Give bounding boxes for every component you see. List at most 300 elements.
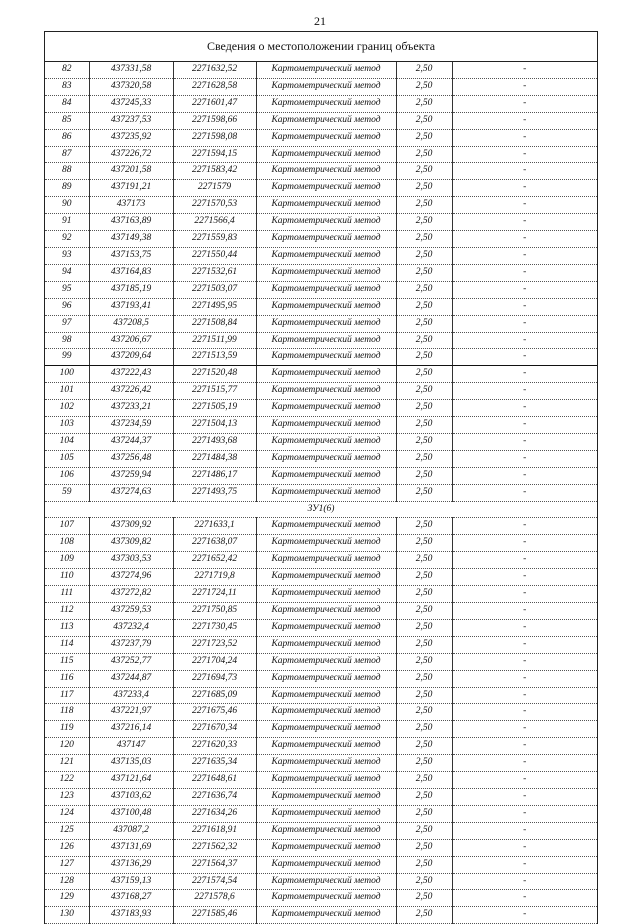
point-number: 115: [45, 653, 89, 670]
method: Картометрический метод: [256, 704, 396, 721]
method: Картометрический метод: [256, 467, 396, 484]
accuracy: 2,50: [396, 433, 452, 450]
note: -: [452, 907, 597, 924]
point-number: 129: [45, 890, 89, 907]
note: -: [452, 400, 597, 417]
table-row: [45, 535, 597, 552]
x-coordinate: 437303,53: [89, 552, 173, 569]
point-number: 99: [45, 349, 89, 366]
table-row: [45, 298, 597, 315]
x-coordinate: 437221,97: [89, 704, 173, 721]
note: -: [452, 653, 597, 670]
table-row: [45, 467, 597, 484]
accuracy: 2,50: [396, 214, 452, 231]
accuracy: 2,50: [396, 180, 452, 197]
point-number: 122: [45, 772, 89, 789]
table-row: [45, 197, 597, 214]
x-coordinate: 437226,42: [89, 383, 173, 400]
accuracy: 2,50: [396, 315, 452, 332]
accuracy: 2,50: [396, 755, 452, 772]
method: Картометрический метод: [256, 839, 396, 856]
note: -: [452, 755, 597, 772]
accuracy: 2,50: [396, 569, 452, 586]
accuracy: 2,50: [396, 366, 452, 383]
y-coordinate: 2271574,54: [173, 873, 256, 890]
point-number: 89: [45, 180, 89, 197]
y-coordinate: 2271632,52: [173, 62, 256, 78]
note: -: [452, 670, 597, 687]
note: -: [452, 552, 597, 569]
note: -: [452, 518, 597, 535]
accuracy: 2,50: [396, 231, 452, 248]
accuracy: 2,50: [396, 247, 452, 264]
accuracy: 2,50: [396, 264, 452, 281]
accuracy: 2,50: [396, 890, 452, 907]
note: -: [452, 636, 597, 653]
x-coordinate: 437135,03: [89, 755, 173, 772]
table-row: [45, 839, 597, 856]
y-coordinate: 2271719,8: [173, 569, 256, 586]
note: -: [452, 603, 597, 620]
y-coordinate: 2271675,46: [173, 704, 256, 721]
note: -: [452, 264, 597, 281]
note: -: [452, 619, 597, 636]
table-row: [45, 653, 597, 670]
x-coordinate: 437272,82: [89, 586, 173, 603]
accuracy: 2,50: [396, 95, 452, 112]
y-coordinate: 2271652,42: [173, 552, 256, 569]
x-coordinate: 437153,75: [89, 247, 173, 264]
point-number: 98: [45, 332, 89, 349]
method: Картометрический метод: [256, 873, 396, 890]
accuracy: 2,50: [396, 805, 452, 822]
method: Картометрический метод: [256, 180, 396, 197]
point-number: 88: [45, 163, 89, 180]
accuracy: 2,50: [396, 484, 452, 501]
y-coordinate: 2271566,4: [173, 214, 256, 231]
y-coordinate: 2271515,77: [173, 383, 256, 400]
x-coordinate: 437309,92: [89, 518, 173, 535]
x-coordinate: 437100,48: [89, 805, 173, 822]
y-coordinate: 2271570,53: [173, 197, 256, 214]
x-coordinate: 437216,14: [89, 721, 173, 738]
table-row: [45, 383, 597, 400]
y-coordinate: 2271520,48: [173, 366, 256, 383]
method: Картометрический метод: [256, 129, 396, 146]
method: Картометрический метод: [256, 822, 396, 839]
accuracy: 2,50: [396, 586, 452, 603]
x-coordinate: 437234,59: [89, 417, 173, 434]
point-number: 86: [45, 129, 89, 146]
note: -: [452, 839, 597, 856]
accuracy: 2,50: [396, 856, 452, 873]
points-group-a: [45, 62, 597, 501]
accuracy: 2,50: [396, 197, 452, 214]
point-number: 90: [45, 197, 89, 214]
accuracy: 2,50: [396, 163, 452, 180]
accuracy: 2,50: [396, 839, 452, 856]
table-row: [45, 349, 597, 366]
point-number: 121: [45, 755, 89, 772]
table-row: [45, 281, 597, 298]
y-coordinate: 2271633,1: [173, 518, 256, 535]
section-label: ЗУ1(6): [45, 501, 597, 518]
x-coordinate: 437168,27: [89, 890, 173, 907]
y-coordinate: 2271511,99: [173, 332, 256, 349]
point-number: 128: [45, 873, 89, 890]
x-coordinate: 437222,43: [89, 366, 173, 383]
method: Картометрический метод: [256, 349, 396, 366]
x-coordinate: 437164,83: [89, 264, 173, 281]
page-number: 21: [314, 14, 326, 28]
x-coordinate: 437201,58: [89, 163, 173, 180]
coordinates-table: [45, 62, 597, 924]
x-coordinate: 437309,82: [89, 535, 173, 552]
method: Картометрический метод: [256, 62, 396, 78]
accuracy: 2,50: [396, 129, 452, 146]
note: -: [452, 890, 597, 907]
y-coordinate: 2271685,09: [173, 687, 256, 704]
y-coordinate: 2271508,84: [173, 315, 256, 332]
y-coordinate: 2271694,73: [173, 670, 256, 687]
accuracy: 2,50: [396, 552, 452, 569]
accuracy: 2,50: [396, 907, 452, 924]
y-coordinate: 2271585,46: [173, 907, 256, 924]
x-coordinate: 437208,5: [89, 315, 173, 332]
note: -: [452, 298, 597, 315]
y-coordinate: 2271486,17: [173, 467, 256, 484]
method: Картометрический метод: [256, 518, 396, 535]
table-row: [45, 214, 597, 231]
accuracy: 2,50: [396, 535, 452, 552]
y-coordinate: 2271579: [173, 180, 256, 197]
note: -: [452, 146, 597, 163]
point-number: 102: [45, 400, 89, 417]
method: Картометрический метод: [256, 146, 396, 163]
method: Картометрический метод: [256, 112, 396, 129]
x-coordinate: 437163,89: [89, 214, 173, 231]
method: Картометрический метод: [256, 907, 396, 924]
point-number: 100: [45, 366, 89, 383]
note: -: [452, 467, 597, 484]
point-number: 84: [45, 95, 89, 112]
method: Картометрический метод: [256, 417, 396, 434]
point-number: 107: [45, 518, 89, 535]
accuracy: 2,50: [396, 670, 452, 687]
table-row: [45, 603, 597, 620]
method: Картометрический метод: [256, 788, 396, 805]
point-number: 104: [45, 433, 89, 450]
table-row: [45, 95, 597, 112]
point-number: 123: [45, 788, 89, 805]
accuracy: 2,50: [396, 450, 452, 467]
point-number: 92: [45, 231, 89, 248]
x-coordinate: 437259,94: [89, 467, 173, 484]
accuracy: 2,50: [396, 78, 452, 95]
method: Картометрический метод: [256, 619, 396, 636]
accuracy: 2,50: [396, 332, 452, 349]
method: Картометрический метод: [256, 78, 396, 95]
table-row: [45, 636, 597, 653]
point-number: 106: [45, 467, 89, 484]
accuracy: 2,50: [396, 518, 452, 535]
note: -: [452, 450, 597, 467]
x-coordinate: 437121,64: [89, 772, 173, 789]
y-coordinate: 2271634,26: [173, 805, 256, 822]
x-coordinate: 437209,64: [89, 349, 173, 366]
note: -: [452, 332, 597, 349]
method: Картометрический метод: [256, 772, 396, 789]
accuracy: 2,50: [396, 772, 452, 789]
method: Картометрический метод: [256, 805, 396, 822]
method: Картометрический метод: [256, 687, 396, 704]
table-row: [45, 264, 597, 281]
point-number: 108: [45, 535, 89, 552]
point-number: 59: [45, 484, 89, 501]
method: Картометрический метод: [256, 231, 396, 248]
method: Картометрический метод: [256, 450, 396, 467]
table-row: [45, 484, 597, 501]
y-coordinate: 2271594,15: [173, 146, 256, 163]
point-number: 105: [45, 450, 89, 467]
accuracy: 2,50: [396, 704, 452, 721]
accuracy: 2,50: [396, 400, 452, 417]
accuracy: 2,50: [396, 62, 452, 78]
point-number: 125: [45, 822, 89, 839]
point-number: 124: [45, 805, 89, 822]
note: -: [452, 738, 597, 755]
y-coordinate: 2271484,38: [173, 450, 256, 467]
x-coordinate: 437185,19: [89, 281, 173, 298]
note: -: [452, 417, 597, 434]
table-row: [45, 687, 597, 704]
points-group-b: [45, 518, 597, 924]
point-number: 91: [45, 214, 89, 231]
y-coordinate: 2271704,24: [173, 653, 256, 670]
y-coordinate: 2271598,08: [173, 129, 256, 146]
note: -: [452, 129, 597, 146]
point-number: 101: [45, 383, 89, 400]
accuracy: 2,50: [396, 146, 452, 163]
accuracy: 2,50: [396, 298, 452, 315]
table-row: [45, 400, 597, 417]
y-coordinate: 2271513,59: [173, 349, 256, 366]
method: Картометрический метод: [256, 298, 396, 315]
x-coordinate: 437087,2: [89, 822, 173, 839]
point-number: 117: [45, 687, 89, 704]
table-row: [45, 180, 597, 197]
note: -: [452, 772, 597, 789]
point-number: 103: [45, 417, 89, 434]
table-row: [45, 619, 597, 636]
x-coordinate: 437136,29: [89, 856, 173, 873]
method: Картометрический метод: [256, 586, 396, 603]
x-coordinate: 437159,13: [89, 873, 173, 890]
table-title: Сведения о местоположении границ объекта: [45, 32, 597, 62]
accuracy: 2,50: [396, 822, 452, 839]
note: -: [452, 856, 597, 873]
table-row: [45, 704, 597, 721]
table-row: [45, 315, 597, 332]
point-number: 116: [45, 670, 89, 687]
table-row: [45, 907, 597, 924]
accuracy: 2,50: [396, 873, 452, 890]
accuracy: 2,50: [396, 383, 452, 400]
point-number: 95: [45, 281, 89, 298]
table-row: [45, 518, 597, 535]
accuracy: 2,50: [396, 788, 452, 805]
y-coordinate: 2271505,19: [173, 400, 256, 417]
accuracy: 2,50: [396, 721, 452, 738]
y-coordinate: 2271670,34: [173, 721, 256, 738]
y-coordinate: 2271601,47: [173, 95, 256, 112]
x-coordinate: 437320,58: [89, 78, 173, 95]
note: -: [452, 62, 597, 78]
note: -: [452, 704, 597, 721]
table-row: [45, 433, 597, 450]
note: -: [452, 214, 597, 231]
table-row: [45, 450, 597, 467]
table-row: [45, 552, 597, 569]
table-row: [45, 366, 597, 383]
x-coordinate: 437259,53: [89, 603, 173, 620]
note: -: [452, 433, 597, 450]
y-coordinate: 2271493,68: [173, 433, 256, 450]
x-coordinate: 437233,21: [89, 400, 173, 417]
x-coordinate: 437193,41: [89, 298, 173, 315]
method: Картометрический метод: [256, 569, 396, 586]
table-row: [45, 822, 597, 839]
method: Картометрический метод: [256, 400, 396, 417]
note: -: [452, 535, 597, 552]
table-row: [45, 231, 597, 248]
method: Картометрический метод: [256, 484, 396, 501]
note: -: [452, 805, 597, 822]
note: -: [452, 163, 597, 180]
x-coordinate: 437256,48: [89, 450, 173, 467]
accuracy: 2,50: [396, 687, 452, 704]
table-row: [45, 332, 597, 349]
x-coordinate: 437226,72: [89, 146, 173, 163]
note: -: [452, 197, 597, 214]
y-coordinate: 2271620,33: [173, 738, 256, 755]
section-header: [45, 501, 597, 518]
note: -: [452, 231, 597, 248]
accuracy: 2,50: [396, 417, 452, 434]
x-coordinate: 437237,79: [89, 636, 173, 653]
y-coordinate: 2271564,37: [173, 856, 256, 873]
method: Картометрический метод: [256, 552, 396, 569]
method: Картометрический метод: [256, 738, 396, 755]
table-row: [45, 129, 597, 146]
x-coordinate: 437274,96: [89, 569, 173, 586]
point-number: 119: [45, 721, 89, 738]
y-coordinate: 2271598,66: [173, 112, 256, 129]
y-coordinate: 2271503,07: [173, 281, 256, 298]
x-coordinate: 437252,77: [89, 653, 173, 670]
method: Картометрический метод: [256, 535, 396, 552]
table-row: [45, 569, 597, 586]
method: Картометрический метод: [256, 890, 396, 907]
note: -: [452, 315, 597, 332]
y-coordinate: 2271550,44: [173, 247, 256, 264]
method: Картометрический метод: [256, 670, 396, 687]
accuracy: 2,50: [396, 112, 452, 129]
point-number: 87: [45, 146, 89, 163]
x-coordinate: 437191,21: [89, 180, 173, 197]
point-number: 85: [45, 112, 89, 129]
y-coordinate: 2271730,45: [173, 619, 256, 636]
method: Картометрический метод: [256, 721, 396, 738]
note: -: [452, 112, 597, 129]
table-row: [45, 873, 597, 890]
x-coordinate: 437235,92: [89, 129, 173, 146]
section-row: [45, 501, 597, 518]
method: Картометрический метод: [256, 163, 396, 180]
method: Картометрический метод: [256, 95, 396, 112]
table-row: [45, 247, 597, 264]
note: -: [452, 281, 597, 298]
point-number: 94: [45, 264, 89, 281]
method: Картометрический метод: [256, 603, 396, 620]
method: Картометрический метод: [256, 653, 396, 670]
method: Картометрический метод: [256, 281, 396, 298]
note: -: [452, 78, 597, 95]
y-coordinate: 2271628,58: [173, 78, 256, 95]
point-number: 113: [45, 619, 89, 636]
note: -: [452, 873, 597, 890]
note: -: [452, 247, 597, 264]
y-coordinate: 2271562,32: [173, 839, 256, 856]
table-row: [45, 112, 597, 129]
accuracy: 2,50: [396, 281, 452, 298]
method: Картометрический метод: [256, 332, 396, 349]
x-coordinate: 437131,69: [89, 839, 173, 856]
accuracy: 2,50: [396, 619, 452, 636]
y-coordinate: 2271648,61: [173, 772, 256, 789]
point-number: 97: [45, 315, 89, 332]
table-row: [45, 62, 597, 78]
x-coordinate: 437331,58: [89, 62, 173, 78]
y-coordinate: 2271532,61: [173, 264, 256, 281]
method: Картометрический метод: [256, 433, 396, 450]
note: -: [452, 586, 597, 603]
table-row: [45, 586, 597, 603]
point-number: 82: [45, 62, 89, 78]
accuracy: 2,50: [396, 636, 452, 653]
x-coordinate: 437244,87: [89, 670, 173, 687]
table-row: [45, 805, 597, 822]
table-row: [45, 721, 597, 738]
note: -: [452, 349, 597, 366]
note: -: [452, 822, 597, 839]
x-coordinate: 437173: [89, 197, 173, 214]
y-coordinate: 2271724,11: [173, 586, 256, 603]
x-coordinate: 437206,67: [89, 332, 173, 349]
table-row: [45, 670, 597, 687]
accuracy: 2,50: [396, 603, 452, 620]
note: -: [452, 788, 597, 805]
table-row: [45, 788, 597, 805]
method: Картометрический метод: [256, 755, 396, 772]
x-coordinate: 437244,37: [89, 433, 173, 450]
x-coordinate: 437147: [89, 738, 173, 755]
coordinates-table-sheet: [44, 31, 598, 924]
note: -: [452, 383, 597, 400]
x-coordinate: 437245,33: [89, 95, 173, 112]
table-row: [45, 890, 597, 907]
x-coordinate: 437103,62: [89, 788, 173, 805]
